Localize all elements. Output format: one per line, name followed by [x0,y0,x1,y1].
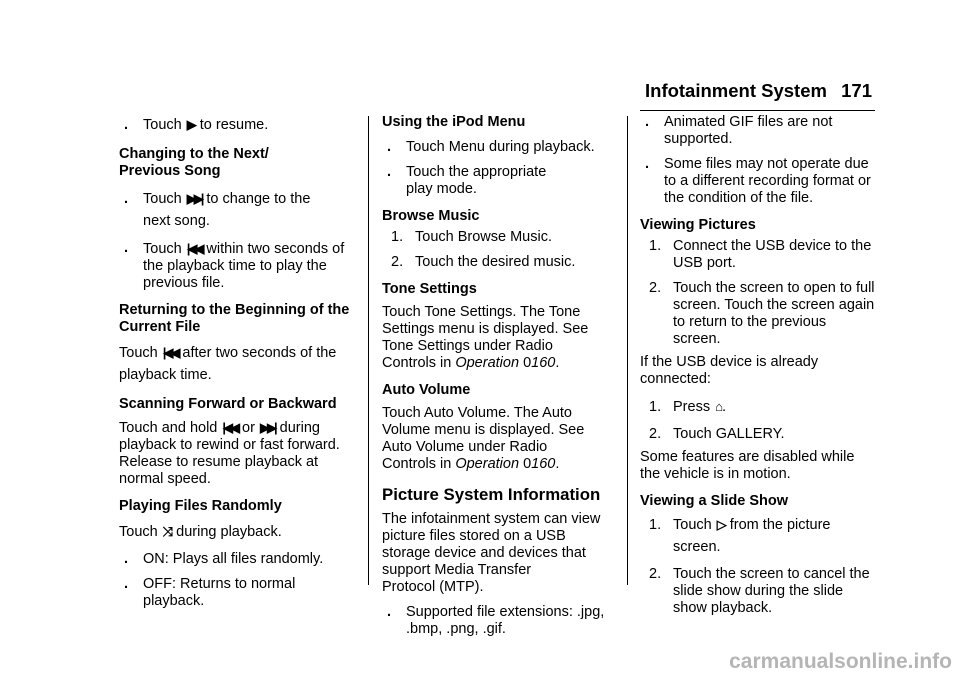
para-scanning: Touch and hold |◀◀ or ▶▶| during playback to rewind or fast forward. Release to resume playback at normal speed. [119,420,340,487]
step-slide-2: 2. Touch the screen to cancel the slide show during the slide show playback. [649,566,870,616]
para-auto-volume: Touch Auto Volume. The Auto Volume menu is displayed. See Auto Volume under Radio Controls in Operation 0160. [382,405,585,472]
step-view-2: 2. Touch the screen to open to full screen. Touch the screen again to return to the previous screen. [649,280,875,347]
previous-track-icon: |◀◀ [186,241,202,256]
para-returning-beginning: Touch |◀◀ after two seconds of the playback time. [119,342,359,386]
para-picture-system: The infotainment system can view picture files stored on a USB storage device and devices that support Media Transfer Protocol (MTP). [382,511,601,595]
watermark: carmanualsonline.info [729,650,952,673]
previous-track-icon: |◀◀ [162,345,178,360]
step-press-home: 1. Press ⌂. [640,396,880,418]
home-icon: ⌂ [715,399,721,414]
column-divider-2 [627,116,628,585]
ref-arrow: 0 [523,456,532,472]
heading-viewing-pictures: Viewing Pictures [640,217,756,233]
next-track-icon: ▶▶| [186,191,202,206]
ref-arrow: 0 [523,355,532,371]
step-gallery: 2. Touch GALLERY. [649,426,785,442]
para-already-connected: If the USB device is already connected: [640,354,819,387]
step-slide-1: 1. Touch ▷ from the picture screen. [640,514,880,558]
column-divider-1 [368,116,369,585]
slideshow-icon: ▷ [716,517,725,532]
bullet-play-mode: . Touch the appropriate play mode. [387,164,547,197]
page-number: 171 [841,80,872,101]
heading-next-previous: Changing to the Next/ Previous Song [119,146,269,179]
heading-returning-beginning: Returning to the Beginning of the Current File [119,302,350,335]
next-track-icon: ▶▶| [259,420,275,435]
column-2 [382,114,617,638]
step-browse-2: 2. Touch the desired music. [391,254,576,270]
bullet-next-song: . Touch ▶▶| to change to the next song. [119,188,359,232]
ref-page[interactable]: 160 [531,456,556,472]
para-random: Touch ⤨ during playback. [119,521,359,543]
bullet-menu: . Touch Menu during playback. [387,139,595,155]
previous-track-icon: |◀◀ [222,420,238,435]
bullet-resume: . Touch ▶ to resume. [119,114,359,136]
cross-reference[interactable]: Operation [455,355,520,371]
step-browse-1: 1. Touch Browse Music. [391,229,552,245]
bullet-off: . OFF: Returns to normal playback. [124,576,296,609]
heading-picture-system: Picture System Information [382,485,601,504]
shuffle-icon: ⤨ [162,524,172,539]
bullet-extensions: . Supported file extensions: .jpg, .bmp, .png, .gif. [387,604,605,637]
heading-browse-music: Browse Music [382,208,480,224]
page-header [640,80,875,111]
ref-page[interactable]: 160 [531,355,556,371]
heading-tone-settings: Tone Settings [382,281,477,297]
play-icon: ▶ [186,117,195,132]
cross-reference[interactable]: Operation [455,456,520,472]
bullet-on: . ON: Plays all files randomly. [124,551,324,567]
bullet-files: . Some files may not operate due to a different recording format or the condition of the file. [645,156,871,206]
column-1 [119,114,359,610]
heading-slide-show: Viewing a Slide Show [640,493,788,509]
step-view-1: 1. Connect the USB device to the USB port. [649,238,872,271]
heading-scanning: Scanning Forward or Backward [119,396,337,412]
bullet-gif: . Animated GIF files are not supported. [645,114,833,147]
bullet-previous-file: . Touch |◀◀ within two seconds of the playback time to play the previous file. [124,240,345,291]
heading-ipod-menu: Using the iPod Menu [382,114,526,130]
heading-auto-volume: Auto Volume [382,382,471,398]
para-tone-settings: Touch Tone Settings. The Tone Settings menu is displayed. See Tone Settings under Radio Controls in Operation 0160. [382,304,589,371]
para-disabled: Some features are disabled while the vehicle is in motion. [640,449,855,482]
section-title: Infotainment System [645,80,827,101]
heading-random: Playing Files Randomly [119,498,282,514]
column-3 [640,114,880,617]
